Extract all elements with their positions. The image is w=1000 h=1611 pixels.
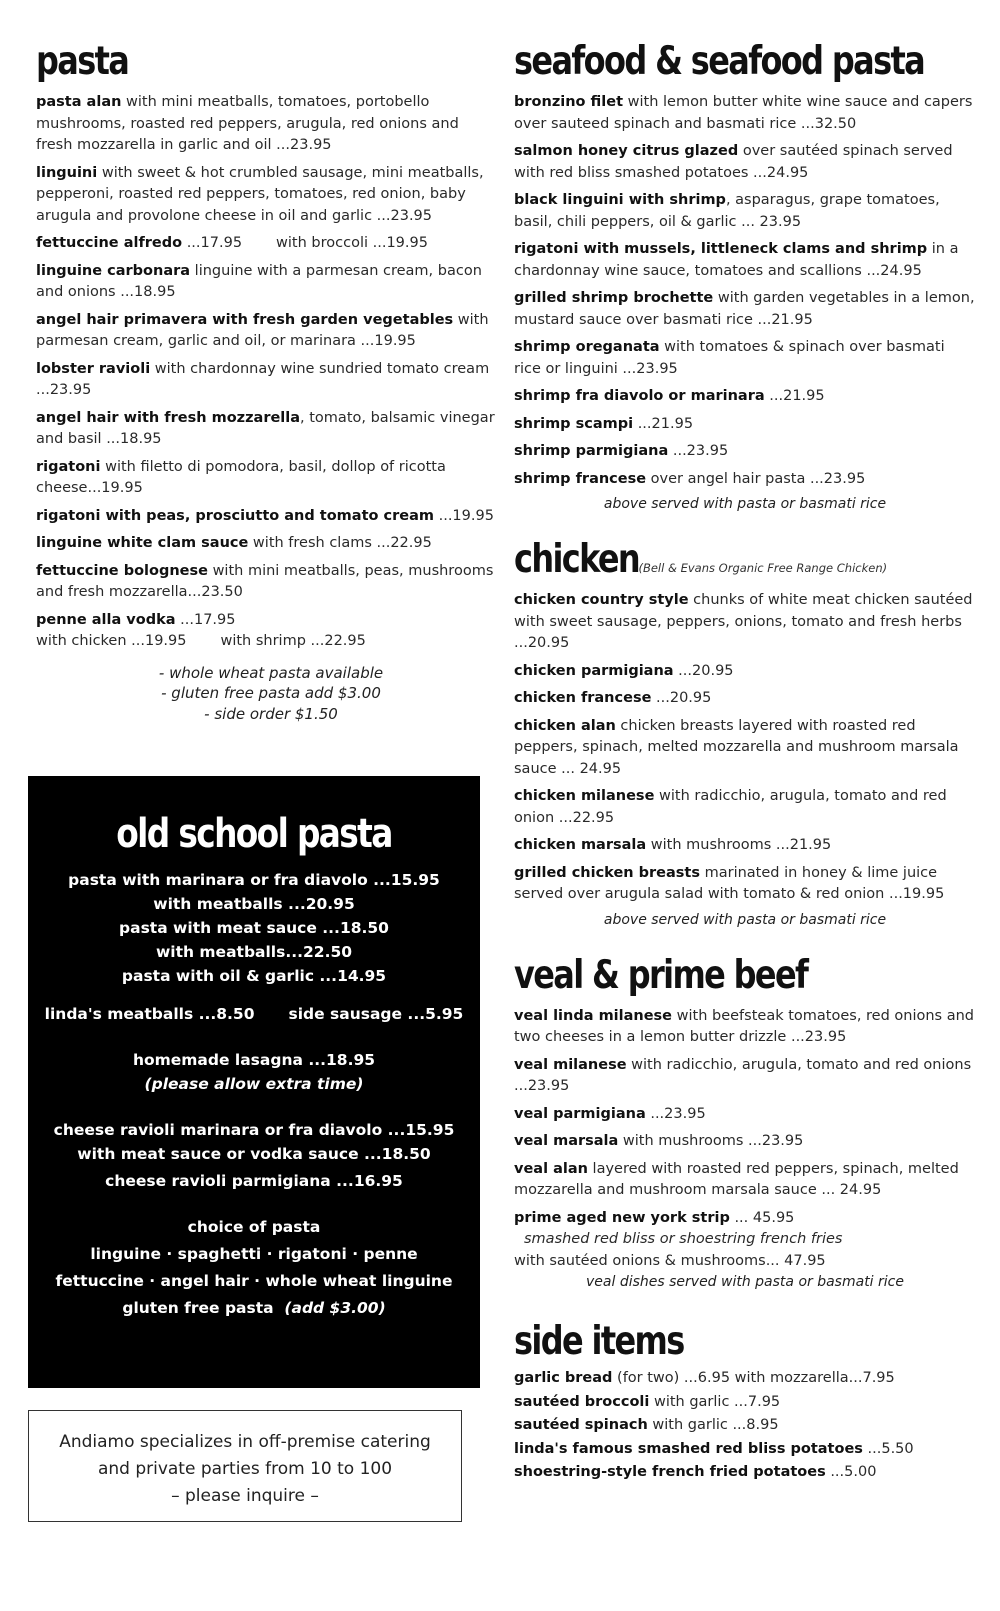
served-note: veal dishes served with pasta or basmati rice [586, 1274, 904, 1290]
old-school-line: pasta with meat sauce ...18.50 [119, 919, 389, 937]
chicken-heading-note: (Bell & Evans Organic Free Range Chicken) [638, 561, 888, 575]
item-name: veal linda milanese [514, 1007, 673, 1024]
menu-item [514, 1392, 976, 1414]
menu-item [514, 92, 976, 135]
item-name: angel hair primavera with fresh garden vegetables [36, 311, 454, 328]
item-name: shrimp scampi [514, 415, 634, 432]
item-desc: , asparagus, grape tomatoes, basil, chili peppers, oil & garlic ... 23.95 [514, 192, 940, 230]
item-name: garlic bread [514, 1370, 613, 1386]
item-desc: with radicchio, arugula, tomato and red onions ...23.95 [514, 1056, 972, 1094]
menu-item [514, 590, 976, 655]
item-name: veal alan [514, 1160, 588, 1177]
item-name: linda's famous smashed red bliss potatoes [514, 1440, 863, 1457]
menu-item [514, 239, 976, 282]
menu-item [36, 408, 496, 451]
item-desc: with garden vegetables in a lemon, mustard sauce over basmati rice ...21.95 [514, 290, 975, 328]
veal-section [514, 954, 976, 1293]
menu-item [514, 1415, 976, 1437]
old-school-sausage: side sausage ...5.95 [288, 1005, 464, 1023]
item-desc: ...23.95 [668, 443, 729, 459]
item-desc: with chardonnay wine sundried tomato cream ...23.95 [36, 360, 490, 398]
item-desc: linguine with a parmesan cream, bacon and onions ...18.95 [36, 262, 482, 300]
menu-item [514, 441, 976, 463]
item-desc: chicken breasts layered with roasted red peppers, spinach, melted mozzarella and mushroom marsala sauce ... 24.95 [514, 717, 959, 777]
gluten-free-price: (add $3.00) [284, 1299, 386, 1317]
item-name: penne alla vodka [36, 611, 176, 628]
menu-item [514, 835, 976, 857]
sides-heading: side items [514, 1319, 684, 1364]
choice-of-pasta-line [28, 1296, 480, 1320]
item-name: sautéed broccoli [514, 1393, 650, 1410]
menu-item [514, 1368, 976, 1390]
item-name: grilled shrimp brochette [514, 290, 714, 306]
sides-section [514, 1320, 976, 1484]
item-name: shoestring-style french fried potatoes [514, 1464, 826, 1480]
item-desc: marinated in honey & lime juice served over arugula salad with tomato & red onion ...19.95 [514, 864, 945, 902]
menu-item [36, 92, 496, 157]
item-name: angel hair with fresh mozzarella [36, 409, 301, 426]
menu-item [514, 1055, 976, 1098]
item-desc: , tomato, balsamic vinegar and basil ...18.95 [36, 409, 495, 447]
menu-item [514, 337, 976, 380]
old-school-pasta-box [28, 776, 480, 1388]
item-name: chicken marsala [514, 837, 647, 853]
menu-item [514, 1159, 976, 1202]
item-name: linguine carbonara [36, 262, 191, 279]
choice-of-pasta-line: linguine · spaghetti · rigatoni · penne [90, 1245, 418, 1263]
menu-item [514, 1131, 976, 1153]
menu-item [36, 506, 496, 528]
menu-item [514, 786, 976, 829]
served-note: above served with pasta or basmati rice [603, 911, 887, 928]
menu-item [514, 414, 976, 436]
item-name: linguini [36, 164, 98, 181]
menu-item [514, 716, 976, 781]
menu-item [36, 261, 496, 304]
item-desc: (for two) ...6.95 with mozzarella...7.95 [612, 1370, 895, 1386]
item-name: linguine white clam sauce [36, 535, 249, 551]
menu-item [36, 561, 496, 604]
item-extra: with chicken ...19.95 [36, 633, 187, 649]
item-desc: with mushrooms ...21.95 [646, 837, 832, 853]
item-name: veal marsala [514, 1133, 619, 1149]
menu-item [36, 457, 496, 500]
catering-box [28, 1410, 462, 1522]
seafood-section [514, 40, 976, 514]
menu-item [514, 1208, 976, 1273]
pasta-note: - gluten free pasta add $3.00 [161, 684, 381, 702]
menu-item [36, 610, 496, 653]
item-name: sautéed spinach [514, 1417, 648, 1433]
veal-heading: veal & prime beef [514, 952, 808, 998]
pasta-note: - whole wheat pasta available [158, 663, 384, 682]
item-extra: with shrimp ...22.95 [220, 633, 366, 649]
right-column [514, 40, 976, 1486]
menu-item [514, 1462, 976, 1484]
item-desc: layered with roasted red peppers, spinach, melted mozzarella and mushroom marsala sauce ... 24.95 [514, 1160, 959, 1198]
pasta-section [36, 40, 496, 724]
item-name: chicken francese [514, 690, 652, 706]
item-desc: ...21.95 [633, 415, 694, 432]
chicken-heading-row [514, 538, 976, 590]
item-desc: with radicchio, arugula, tomato and red onion ...22.95 [514, 788, 947, 826]
item-desc: with parmesan cream, garlic and oil, or marinara ...19.95 [36, 311, 489, 349]
item-desc: with tomatoes & spinach over basmati rice or linguini ...23.95 [514, 339, 945, 377]
item-desc: with mini meatballs, peas, mushrooms and fresh mozzarella...23.50 [36, 562, 494, 600]
item-desc: ...20.95 [673, 662, 734, 679]
item-name: salmon honey citrus glazed [514, 143, 739, 159]
served-note: above served with pasta or basmati rice [603, 496, 887, 512]
item-desc: ...5.00 [825, 1464, 877, 1480]
catering-line: Andiamo specializes in off-premise catering [59, 1432, 431, 1452]
menu-item [36, 533, 496, 555]
item-desc: ...19.95 [434, 507, 494, 524]
item-name: chicken parmigiana [514, 662, 674, 679]
menu-item [514, 386, 976, 408]
old-school-lasagna-note: (please allow extra time) [144, 1075, 364, 1093]
item-name: chicken milanese [514, 788, 655, 804]
item-desc: with fresh clams ...22.95 [248, 535, 432, 551]
pasta-heading: pasta [36, 39, 129, 84]
menu-item [514, 661, 976, 683]
menu-item [514, 288, 976, 331]
chicken-section [514, 538, 976, 930]
seafood-heading: seafood & seafood pasta [514, 39, 925, 84]
item-desc: with filetto di pomodora, basil, dollop of ricotta cheese...19.95 [36, 458, 446, 496]
item-desc: with garlic ...7.95 [649, 1393, 781, 1410]
old-school-meatballs: linda's meatballs ...8.50 [44, 1005, 255, 1023]
item-name: shrimp fra diavolo or marinara [514, 388, 765, 404]
item-desc: with sweet & hot crumbled sausage, mini meatballs, pepperoni, roasted red peppers, tomatoes, red onion, baby arugula and provolone cheese in oil and garlic ...23.95 [36, 164, 484, 224]
old-school-line: pasta with oil & garlic ...14.95 [121, 967, 387, 985]
menu-item [36, 163, 496, 228]
item-desc: with garlic ...8.95 [647, 1417, 779, 1433]
old-school-sides-row [28, 1002, 480, 1026]
menu-item [514, 141, 976, 184]
strip-extra: with sautéed onions & mushrooms... 47.95 [514, 1252, 826, 1269]
menu-item [514, 1006, 976, 1049]
item-desc: over sautéed spinach served with red bliss smashed potatoes ...24.95 [514, 143, 953, 181]
menu-item [514, 1439, 976, 1461]
item-name: shrimp francese [514, 470, 647, 487]
item-name: fettuccine bolognese [36, 562, 208, 579]
item-name: lobster ravioli [36, 360, 151, 377]
item-desc: with mini meatballs, tomatoes, portobello mushrooms, roasted red peppers, arugula, red onions and fresh mozzarella in garlic and oil ...23.95 [36, 94, 459, 153]
old-school-line: with meat sauce or vodka sauce ...18.50 [77, 1145, 431, 1163]
catering-line: and private parties from 10 to 100 [97, 1459, 393, 1479]
item-desc: ...5.50 [862, 1440, 914, 1457]
item-name: veal parmigiana [514, 1105, 646, 1122]
item-desc: with mushrooms ...23.95 [618, 1133, 804, 1149]
menu-item [514, 688, 976, 710]
item-name: veal milanese [514, 1056, 627, 1073]
old-school-heading: old school pasta [116, 811, 392, 857]
choice-of-pasta-line: fettuccine · angel hair · whole wheat linguine [55, 1272, 453, 1290]
item-name: chicken country style [514, 592, 689, 608]
old-school-line: cheese ravioli parmigiana ...16.95 [105, 1172, 403, 1190]
item-name: shrimp oreganata [514, 339, 660, 355]
menu-item [36, 233, 496, 255]
chicken-heading: chicken [514, 537, 640, 582]
left-column [36, 40, 496, 724]
menu-item [514, 863, 976, 906]
item-name: bronzino filet [514, 94, 624, 110]
menu-item [514, 1104, 976, 1126]
item-name: chicken alan [514, 717, 616, 734]
item-desc: ...21.95 [764, 388, 825, 404]
item-desc: ...20.95 [651, 690, 712, 706]
pasta-note: - side order $1.50 [204, 704, 338, 723]
old-school-lasagna: homemade lasagna ...18.95 [132, 1051, 376, 1069]
item-desc: in a chardonnay wine sauce, tomatoes and scallions ...24.95 [514, 241, 959, 279]
item-name: shrimp parmigiana [514, 443, 669, 459]
item-name: black linguini with shrimp [514, 192, 726, 208]
menu-item [514, 190, 976, 233]
item-extra: with broccoli ...19.95 [276, 235, 428, 251]
item-name: pasta alan [36, 94, 122, 110]
item-name: prime aged new york strip [514, 1209, 730, 1226]
strip-sides: smashed red bliss or shoestring french fries [524, 1231, 843, 1247]
old-school-line: with meatballs ...20.95 [153, 895, 355, 913]
catering-line: – please inquire – [171, 1486, 319, 1506]
item-desc: with lemon butter white wine sauce and capers over sauteed spinach and basmati rice ...32.50 [514, 94, 973, 132]
item-name: fettuccine alfredo [36, 235, 183, 251]
menu-item [36, 359, 496, 402]
choice-of-pasta-title: choice of pasta [187, 1218, 321, 1236]
item-name: grilled chicken breasts [514, 864, 700, 881]
item-desc: ... 45.95 [729, 1209, 795, 1226]
menu-item [514, 469, 976, 491]
item-desc: with beefsteak tomatoes, red onions and two cheeses in a lemon butter drizzle ...23.95 [514, 1007, 975, 1045]
old-school-line: with meatballs...22.50 [155, 943, 353, 961]
gluten-free-label: gluten free pasta [122, 1299, 274, 1317]
menu-item [36, 310, 496, 353]
pasta-notes [46, 663, 496, 725]
item-desc: ...23.95 [645, 1105, 706, 1122]
old-school-line: pasta with marinara or fra diavolo ...15.95 [68, 871, 440, 889]
item-name: rigatoni with mussels, littleneck clams and shrimp [514, 241, 928, 257]
old-school-line: cheese ravioli marinara or fra diavolo ...15.95 [53, 1121, 455, 1139]
item-desc: ...17.95 [182, 235, 243, 251]
item-desc: over angel hair pasta ...23.95 [646, 470, 866, 487]
item-desc: ...17.95 [175, 611, 236, 628]
item-name: rigatoni with peas, prosciutto and tomato cream [36, 507, 434, 524]
item-name: rigatoni [36, 458, 101, 475]
item-desc: chunks of white meat chicken sautéed with sweet sausage, peppers, onions, tomato and fresh herbs ...20.95 [514, 592, 973, 651]
